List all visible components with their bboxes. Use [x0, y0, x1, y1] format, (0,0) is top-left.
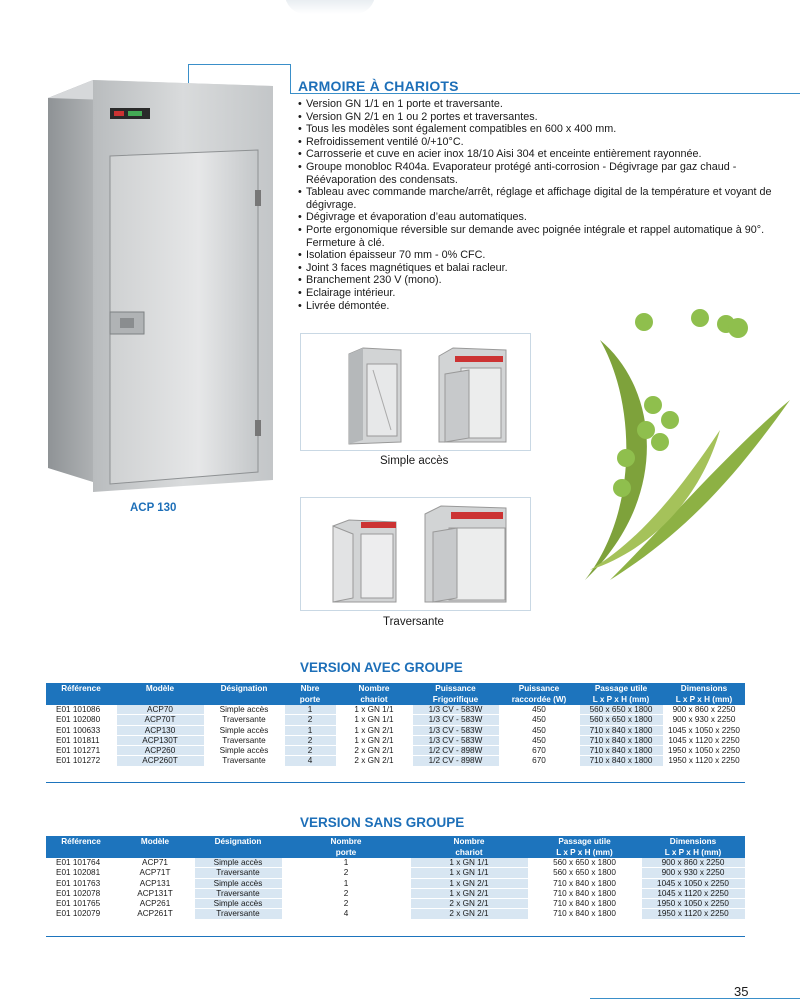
feature-item: • Tableau avec commande marche/arrêt, réglage et affichage digital de la température et voyant de dégivrage.: [298, 186, 778, 211]
table-cell: 1045 x 1050 x 2250: [641, 878, 745, 888]
table-cell: E01 102080: [46, 715, 116, 725]
table-cell: ACP260: [116, 746, 204, 756]
table-cell: 1 x GN 1/1: [410, 858, 528, 868]
table-cell: E01 102079: [46, 909, 116, 919]
table-cell: E01 101764: [46, 858, 116, 868]
simple-access-image-frame: [300, 333, 531, 451]
table-cell: 710 x 840 x 1800: [579, 746, 663, 756]
feature-item: • Porte ergonomique réversible sur demande avec poignée intégrale et rappel automatique à 90°. Fermeture à clé.: [298, 224, 778, 249]
col-header: Passage utile: [528, 836, 641, 847]
table-row: [46, 746, 745, 756]
col-header: Nombre: [282, 836, 410, 847]
table-cell: ACP71T: [116, 868, 194, 878]
table-cell: 900 x 930 x 2250: [641, 868, 745, 878]
table-cell: Simple accès: [194, 899, 282, 909]
table-cell: 1/3 CV - 583W: [412, 735, 499, 745]
table-cell: 2: [284, 746, 336, 756]
table-header-row: [46, 683, 745, 694]
feature-item: • Version GN 2/1 en 1 ou 2 portes et traversantes.: [298, 111, 778, 124]
col-header: L x P x H (mm): [663, 694, 745, 705]
table-cell: 450: [499, 715, 579, 725]
table-cell: 1950 x 1120 x 2250: [663, 756, 745, 766]
col-header: chariot: [336, 694, 412, 705]
table-cell: 2 x GN 2/1: [336, 746, 412, 756]
feature-item: • Livrée démontée.: [298, 300, 778, 313]
table-cell: Traversante: [204, 735, 284, 745]
col-header: Nombre: [410, 836, 528, 847]
table-cell: 560 x 650 x 1800: [528, 858, 641, 868]
table-cell: 1/3 CV - 583W: [412, 725, 499, 735]
table-cell: 450: [499, 705, 579, 715]
table-cell: 2: [284, 715, 336, 725]
col-header: Nbre: [284, 683, 336, 694]
table-cell: 710 x 840 x 1800: [528, 888, 641, 898]
table-cell: E01 101271: [46, 746, 116, 756]
feature-item: • Groupe monobloc R404a. Evaporateur protégé anti-corrosion - Dégivrage par gaz chaud - Réévaporation des condensats.: [298, 161, 778, 186]
table-cell: 1/2 CV - 898W: [412, 756, 499, 766]
table-cell: Traversante: [194, 909, 282, 919]
traversante-image: [301, 498, 530, 610]
table-cell: 2: [282, 868, 410, 878]
table-cell: 4: [284, 756, 336, 766]
table-cell: E01 102078: [46, 888, 116, 898]
traversante-caption: Traversante: [383, 616, 444, 628]
table-cell: 1/2 CV - 898W: [412, 746, 499, 756]
simple-access-caption: Simple accès: [380, 455, 449, 467]
table-cell: 560 x 650 x 1800: [579, 705, 663, 715]
table-cell: 2: [282, 888, 410, 898]
col-header: chariot: [410, 847, 528, 858]
table-avec-groupe: [46, 683, 746, 767]
table-cell: Simple accès: [204, 746, 284, 756]
table-cell: 1 x GN 1/1: [410, 868, 528, 878]
table-cell: 670: [499, 756, 579, 766]
feature-item: • Isolation épaisseur 70 mm - 0% CFC.: [298, 249, 778, 262]
table-cell: ACP70: [116, 705, 204, 715]
table-cell: Traversante: [204, 756, 284, 766]
table-row: [46, 705, 745, 715]
table-cell: E01 101811: [46, 735, 116, 745]
col-header: Dimensions: [663, 683, 745, 694]
table-cell: 900 x 860 x 2250: [641, 858, 745, 868]
table-cell: 450: [499, 735, 579, 745]
table-header-row: [46, 694, 745, 705]
bracket-line: [290, 64, 291, 94]
table-cell: 1 x GN 2/1: [336, 735, 412, 745]
col-header: raccordée (W): [499, 694, 579, 705]
bracket-line: [188, 64, 290, 65]
table-cell: 710 x 840 x 1800: [528, 878, 641, 888]
table-cell: 900 x 930 x 2250: [663, 715, 745, 725]
table-row: [46, 735, 745, 745]
table-cell: ACP131: [116, 878, 194, 888]
table-sans-groupe: [46, 836, 746, 920]
table-cell: Simple accès: [204, 705, 284, 715]
feature-item: • Tous les modèles sont également compatibles en 600 x 400 mm.: [298, 123, 778, 136]
footer-line: [590, 998, 800, 999]
table-cell: 1: [284, 725, 336, 735]
table-cell: 2 x GN 2/1: [410, 899, 528, 909]
col-header: L x P x H (mm): [641, 847, 745, 858]
table-cell: 1 x GN 1/1: [336, 705, 412, 715]
table-cell: 1 x GN 2/1: [410, 888, 528, 898]
table-row: [46, 909, 745, 919]
table-cell: E01 101765: [46, 899, 116, 909]
table-cell: 670: [499, 746, 579, 756]
simple-access-image: [301, 334, 530, 450]
table-cell: 1/3 CV - 583W: [412, 705, 499, 715]
table-cell: 1: [282, 878, 410, 888]
table-cell: 1: [284, 705, 336, 715]
table-row: [46, 858, 745, 868]
table-cell: Simple accès: [194, 878, 282, 888]
table-cell: ACP261: [116, 899, 194, 909]
col-header: [46, 847, 116, 858]
col-header: porte: [282, 847, 410, 858]
table-cell: E01 101272: [46, 756, 116, 766]
table-cell: ACP261T: [116, 909, 194, 919]
table-cell: 4: [282, 909, 410, 919]
feature-item: • Branchement 230 V (mono).: [298, 274, 778, 287]
table-cell: 1950 x 1120 x 2250: [641, 909, 745, 919]
table-cell: 1045 x 1120 x 2250: [663, 735, 745, 745]
table-cell: E01 102081: [46, 868, 116, 878]
table-cell: 1045 x 1120 x 2250: [641, 888, 745, 898]
table-cell: E01 101763: [46, 878, 116, 888]
table-row: [46, 715, 745, 725]
col-header: Référence: [46, 683, 116, 694]
table-cell: Traversante: [194, 888, 282, 898]
col-header: Puissance: [412, 683, 499, 694]
table-cell: 1950 x 1050 x 2250: [641, 899, 745, 909]
table-row: [46, 899, 745, 909]
cabinet-image: [48, 80, 273, 500]
col-header: Référence: [46, 836, 116, 847]
table-row: [46, 756, 745, 766]
table-cell: 900 x 860 x 2250: [663, 705, 745, 715]
col-header: Puissance: [499, 683, 579, 694]
table-cell: Traversante: [194, 868, 282, 878]
table-row: [46, 888, 745, 898]
table-cell: 1 x GN 1/1: [336, 715, 412, 725]
table-cell: 1045 x 1050 x 2250: [663, 725, 745, 735]
col-header: Dimensions: [641, 836, 745, 847]
table-cell: ACP130T: [116, 735, 204, 745]
table-cell: 560 x 650 x 1800: [579, 715, 663, 725]
table-cell: 710 x 840 x 1800: [579, 756, 663, 766]
table-cell: Simple accès: [194, 858, 282, 868]
table-cell: 710 x 840 x 1800: [528, 899, 641, 909]
table-cell: 710 x 840 x 1800: [579, 735, 663, 745]
table-cell: 710 x 840 x 1800: [528, 909, 641, 919]
col-header: [46, 694, 116, 705]
table-cell: ACP260T: [116, 756, 204, 766]
table-header-row: [46, 847, 745, 858]
feature-item: • Carrosserie et cuve en acier inox 18/10 Aisi 304 et enceinte entièrement rayonnée.: [298, 148, 778, 161]
table-cell: 2: [282, 899, 410, 909]
table-cell: E01 101086: [46, 705, 116, 715]
col-header: [116, 847, 194, 858]
table-row: [46, 878, 745, 888]
col-header: porte: [284, 694, 336, 705]
table-cell: 2 x GN 2/1: [336, 756, 412, 766]
main-product-label: ACP 130: [130, 502, 177, 514]
peas-image: [550, 280, 800, 610]
table-cell: 1/3 CV - 583W: [412, 715, 499, 725]
table-cell: Traversante: [204, 715, 284, 725]
col-header: Frigorifique: [412, 694, 499, 705]
feature-item: • Refroidissement ventilé 0/+10°C.: [298, 136, 778, 149]
feature-item: • Joint 3 faces magnétiques et balai racleur.: [298, 262, 778, 275]
col-header: Nombre: [336, 683, 412, 694]
col-header: Passage utile: [579, 683, 663, 694]
table-cell: 450: [499, 725, 579, 735]
table-avec-groupe-title: VERSION AVEC GROUPE: [300, 660, 463, 675]
table-cell: ACP130: [116, 725, 204, 735]
col-header: Modèle: [116, 836, 194, 847]
page-number: 35: [734, 984, 749, 999]
table-cell: 1: [282, 858, 410, 868]
table-cell: 1 x GN 2/1: [336, 725, 412, 735]
section-title: ARMOIRE À CHARIOTS: [298, 78, 459, 94]
col-header: [194, 847, 282, 858]
feature-item: • Version GN 1/1 en 1 porte et traversante.: [298, 98, 778, 111]
col-header: Désignation: [194, 836, 282, 847]
col-header: Désignation: [204, 683, 284, 694]
table-cell: 1950 x 1050 x 2250: [663, 746, 745, 756]
top-decoration: [285, 0, 375, 14]
table-row: [46, 725, 745, 735]
table-row: [46, 868, 745, 878]
col-header: Modèle: [116, 683, 204, 694]
feature-item: • Eclairage intérieur.: [298, 287, 778, 300]
table-cell: ACP71: [116, 858, 194, 868]
table-header-row: [46, 836, 745, 847]
col-header: L x P x H (mm): [579, 694, 663, 705]
table-cell: 2 x GN 2/1: [410, 909, 528, 919]
table-cell: Simple accès: [204, 725, 284, 735]
table-cell: 710 x 840 x 1800: [579, 725, 663, 735]
col-header: L x P x H (mm): [528, 847, 641, 858]
feature-item: • Dégivrage et évaporation d’eau automatiques.: [298, 211, 778, 224]
col-header: [204, 694, 284, 705]
col-header: [116, 694, 204, 705]
table-cell: ACP70T: [116, 715, 204, 725]
traversante-image-frame: [300, 497, 531, 611]
table-cell: 560 x 650 x 1800: [528, 868, 641, 878]
table-cell: E01 100633: [46, 725, 116, 735]
table-cell: 2: [284, 735, 336, 745]
table-cell: ACP131T: [116, 888, 194, 898]
table-cell: 1 x GN 2/1: [410, 878, 528, 888]
table-sans-groupe-title: VERSION SANS GROUPE: [300, 815, 465, 830]
